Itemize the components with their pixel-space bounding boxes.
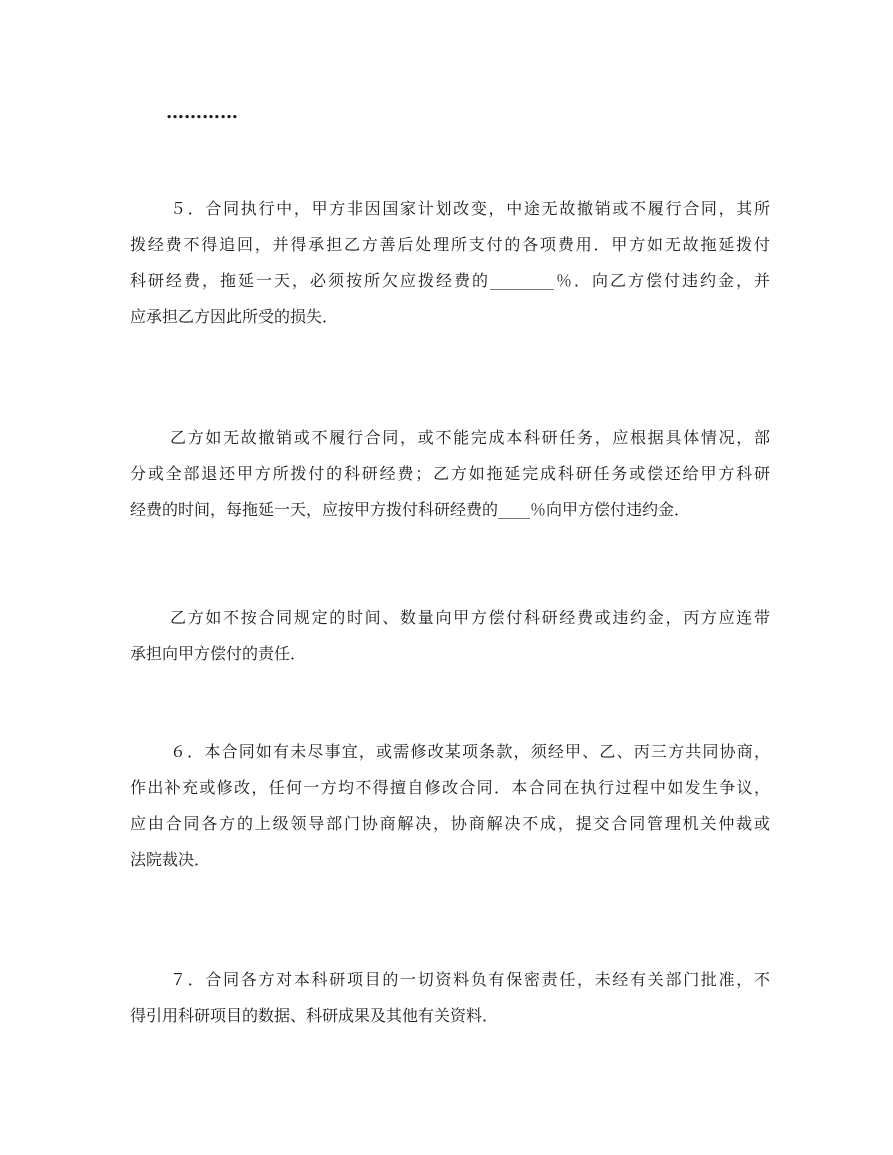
ellipsis-marker: ………… xyxy=(166,102,238,123)
paragraph-line: 法院裁决． xyxy=(130,850,211,869)
paragraph-party-b-breach xyxy=(130,420,770,528)
paragraph-line: 经费的时间，每拖延一天，应按甲方拨付科研经费的____％向甲方偿付违约金． xyxy=(130,500,691,519)
paragraph-line: 应由合同各方的上级领导部门协商解决，协商解决不成，提交合同管理机关仲裁或 xyxy=(130,814,770,833)
paragraph-line: 乙方如不按合同规定的时间、数量向甲方偿付科研经费或违约金，丙方应连带 xyxy=(170,608,770,627)
paragraph-line: 承担向甲方偿付的责任． xyxy=(130,644,307,663)
paragraph-line: 得引用科研项目的数据、科研成果及其他有关资料． xyxy=(130,1006,499,1025)
paragraph-line: 科研经费，拖延一天，必须按所欠应拨经费的________％．向乙方偿付违约金，并 xyxy=(130,271,770,290)
paragraph-line: 分或全部退还甲方所拨付的科研经费；乙方如拖延完成科研任务或偿还给甲方科研 xyxy=(130,464,770,483)
paragraph-clause-6 xyxy=(130,734,770,878)
paragraph-clause-5 xyxy=(130,191,770,335)
paragraph-line: 应承担乙方因此所受的损失． xyxy=(130,307,339,326)
paragraph-clause-7 xyxy=(130,962,770,1034)
paragraph-line: 作出补充或修改，任何一方均不得擅自修改合同．本合同在执行过程中如发生争议， xyxy=(130,778,770,797)
paragraph-line: ７．合同各方对本科研项目的一切资料负有保密责任，未经有关部门批准，不 xyxy=(170,970,770,989)
paragraph-line: ６．本合同如有未尽事宜，或需修改某项条款，须经甲、乙、丙三方共同协商， xyxy=(170,742,770,761)
paragraph-line: 乙方如无故撤销或不履行合同，或不能完成本科研任务，应根据具体情况，部 xyxy=(170,428,770,447)
paragraph-party-c-liability xyxy=(130,600,770,672)
paragraph-line: ５．合同执行中，甲方非因国家计划改变，中途无故撤销或不履行合同，其所 xyxy=(170,199,770,218)
paragraph-line: 拨经费不得追回，并得承担乙方善后处理所支付的各项费用．甲方如无故拖延拨付 xyxy=(130,235,770,254)
